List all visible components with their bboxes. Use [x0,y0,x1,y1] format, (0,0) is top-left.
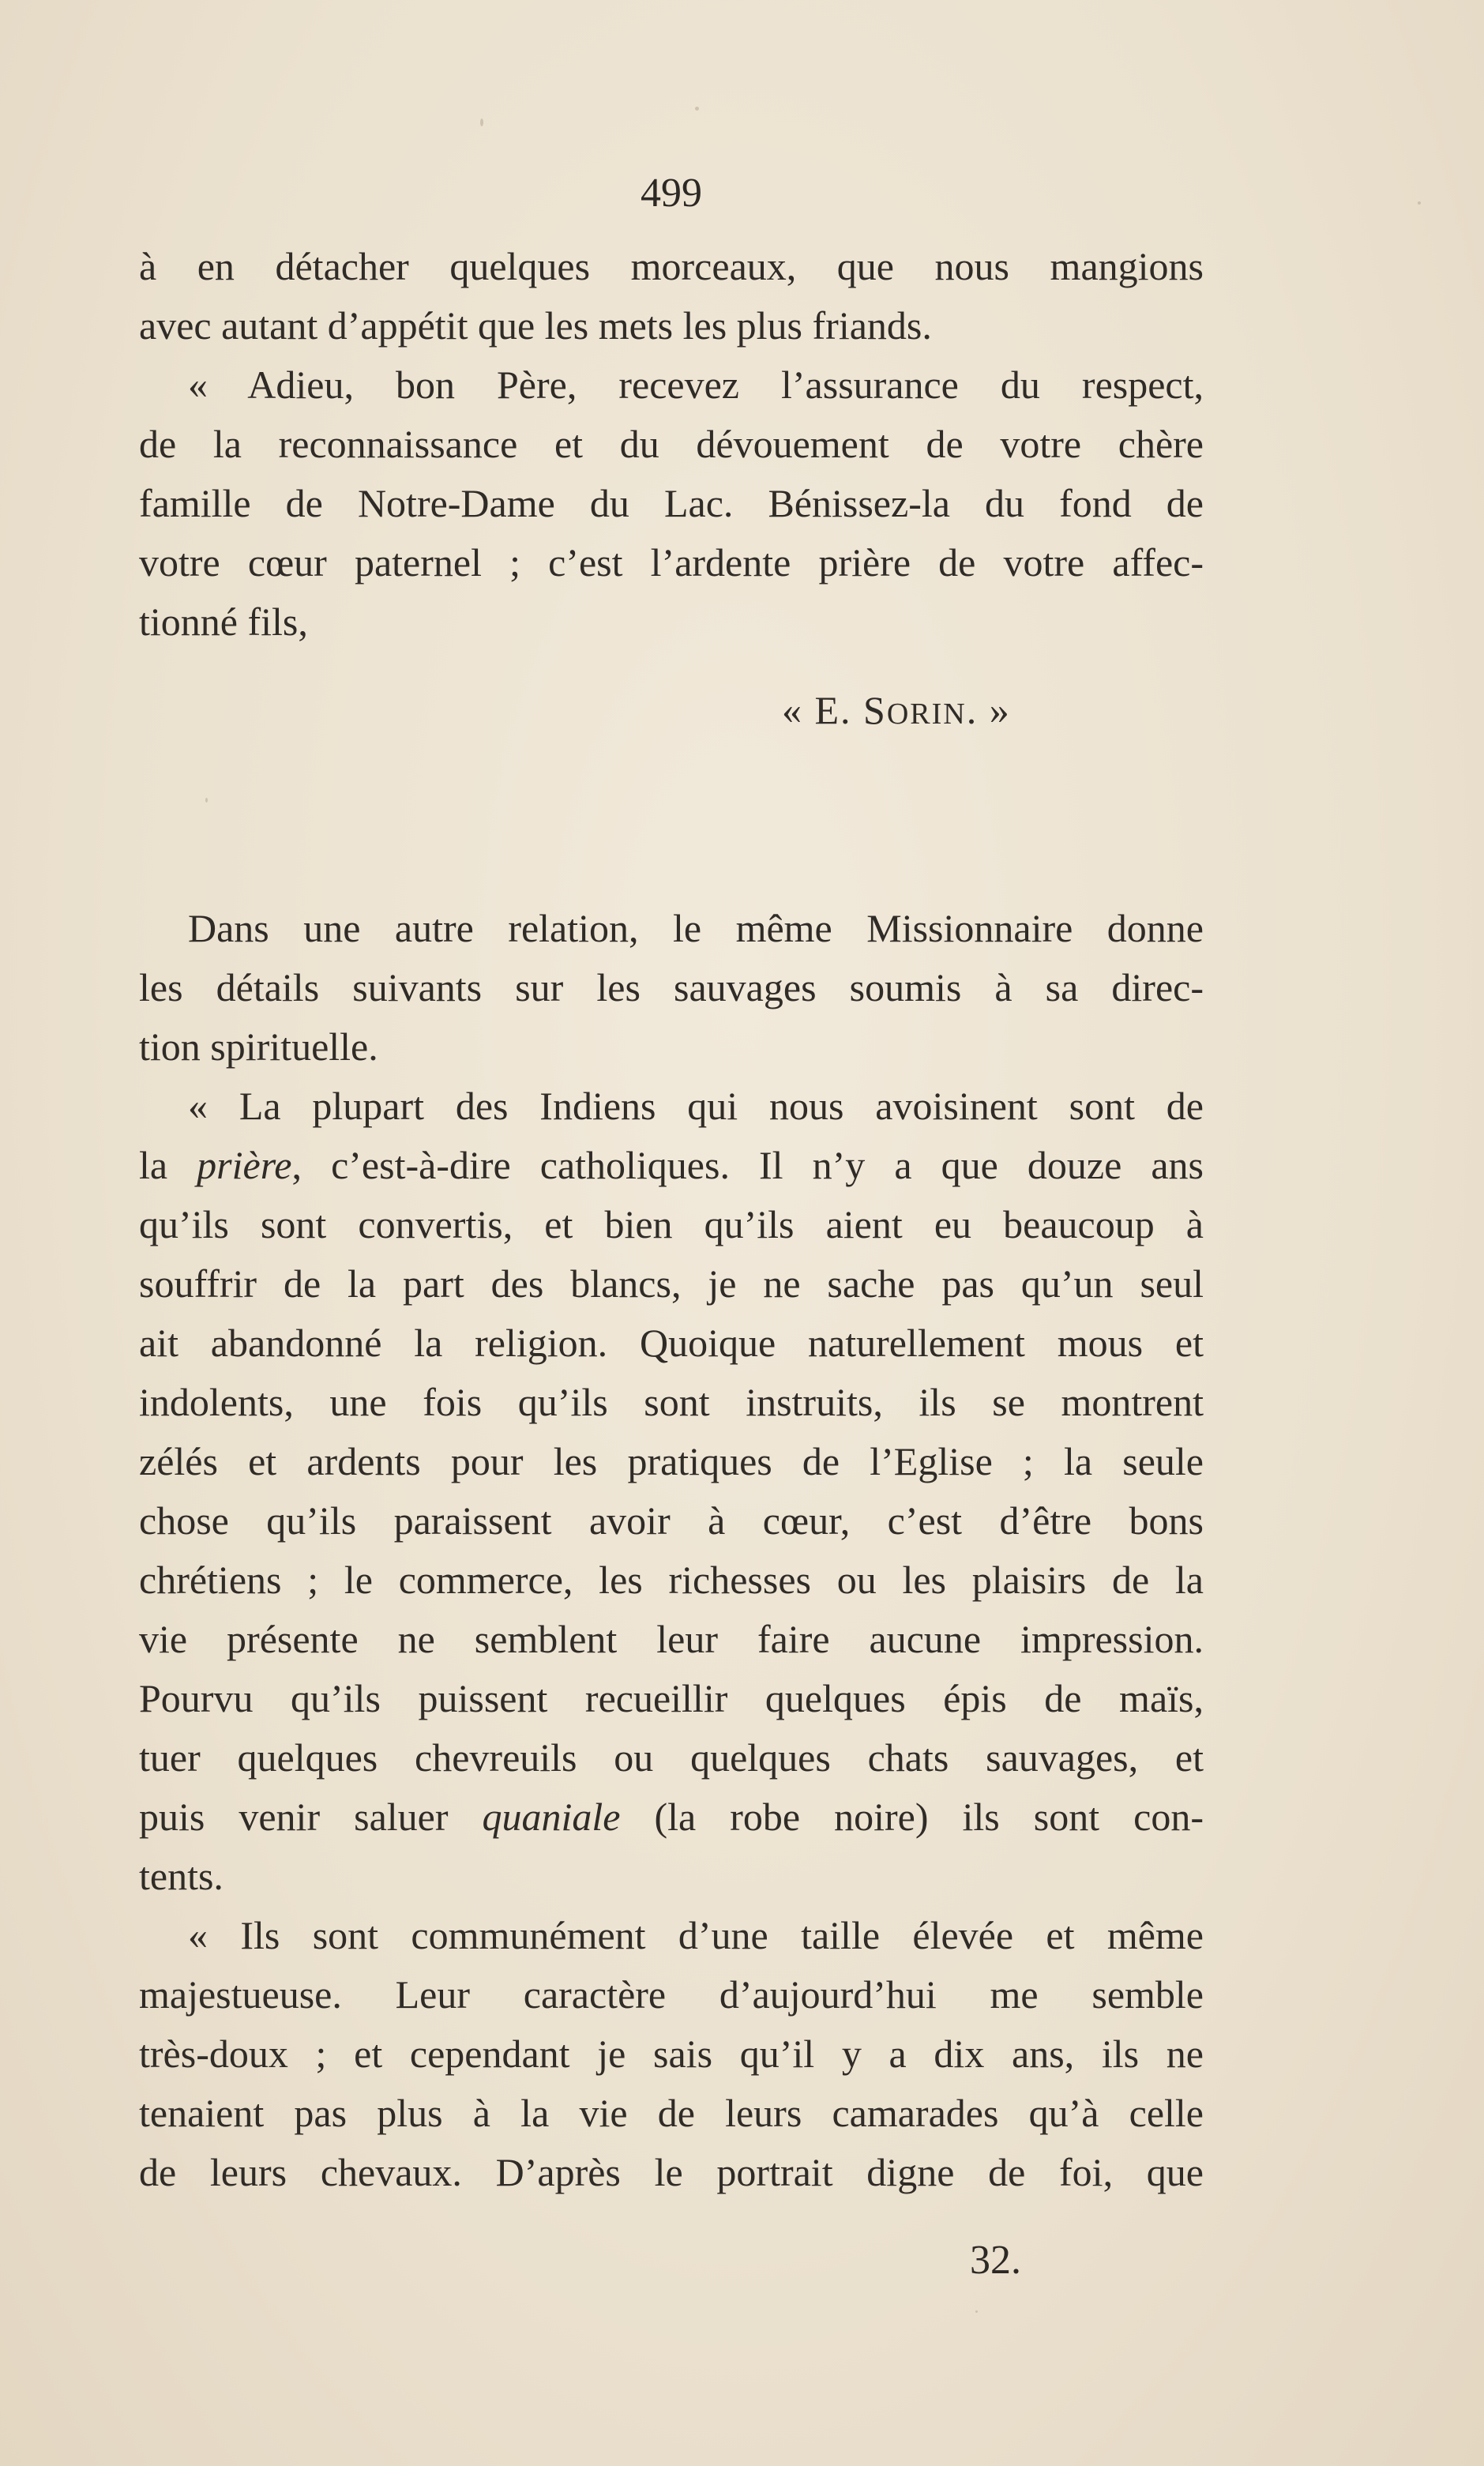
text-line: tuer quelques chevreuils ou quelques chats sauvages, et [139,1735,1204,1780]
italic-word: prière [197,1143,292,1187]
relation-text [139,899,1204,2202]
signature-open: « E. S [782,688,887,732]
paper-speck [1418,201,1421,205]
text-line: zélés et ardents pour les pratiques de l’Eglise ; la seule [139,1439,1204,1483]
italic-word: quaniale [482,1795,621,1839]
text-line: à en détacher quelques morceaux, que nous mangions [139,244,1204,288]
text-line: « Adieu, bon Père, recevez l’assurance du respect, [188,363,1204,407]
paper-speck [480,118,483,126]
text-line: chose qu’ils paraissent avoir à cœur, c’est d’être bons [139,1498,1204,1543]
text-line: indolents, une fois qu’ils sont instruits, ils se montrent [139,1380,1204,1424]
text-line: la prière, c’est-à-dire catholiques. Il n’y a que douze ans [139,1143,1204,1187]
text-line: Dans une autre relation, le même Missionnaire donne [188,906,1204,950]
text-line: de la reconnaissance et du dévouement de votre chère [139,422,1204,466]
letter-signature [782,687,1011,733]
text-line: « La plupart des Indiens qui nous avoisinent sont de [188,1084,1204,1128]
text-line: majestueuse. Leur caractère d’aujourd’hui me semble [139,1972,1204,2017]
signature-small-caps: ORIN [886,697,967,731]
paper-speck [695,107,699,111]
text-line: très-doux ; et cependant je sais qu’il y a dix ans, ils ne [139,2032,1204,2076]
text-line: avec autant d’appétit que les mets les plus friands. [139,303,932,348]
text-line: vie présente ne semblent leur faire aucune impression. [139,1617,1204,1661]
text-line: « Ils sont communément d’une taille élevée et même [188,1913,1204,1957]
text-line: Pourvu qu’ils puissent recueillir quelques épis de maïs, [139,1676,1204,1720]
text-line: souffrir de la part des blancs, je ne sache pas qu’un seul [139,1261,1204,1306]
letter-ending [139,237,1204,652]
signature-close: . » [966,688,1011,732]
text-line: les détails suivants sur les sauvages soumis à sa direc- [139,965,1204,1009]
text-line: de leurs chevaux. D’après le portrait digne de foi, que [139,2150,1204,2194]
paper-speck [205,798,208,803]
paper-speck [975,2310,978,2313]
text-line: chrétiens ; le commerce, les richesses ou les plaisirs de la [139,1558,1204,1602]
text-line: tionné fils, [139,600,308,644]
text-line: tenaient pas plus à la vie de leurs camarades qu’à celle [139,2091,1204,2135]
text-line: qu’ils sont convertis, et bien qu’ils aient eu beaucoup à [139,1202,1204,1246]
text-line: tion spirituelle. [139,1024,378,1069]
text-line: famille de Notre-Dame du Lac. Bénissez-la du fond de [139,481,1204,525]
text-line: votre cœur paternel ; c’est l’ardente prière de votre affec- [139,540,1204,585]
page-number: 499 [641,171,702,216]
text-line: ait abandonné la religion. Quoique naturellement mous et [139,1321,1204,1365]
signature-mark: 32. [970,2238,1021,2283]
text-line: tents. [139,1854,224,1898]
text-line: puis venir saluer quaniale (la robe noire) ils sont con- [139,1795,1204,1839]
